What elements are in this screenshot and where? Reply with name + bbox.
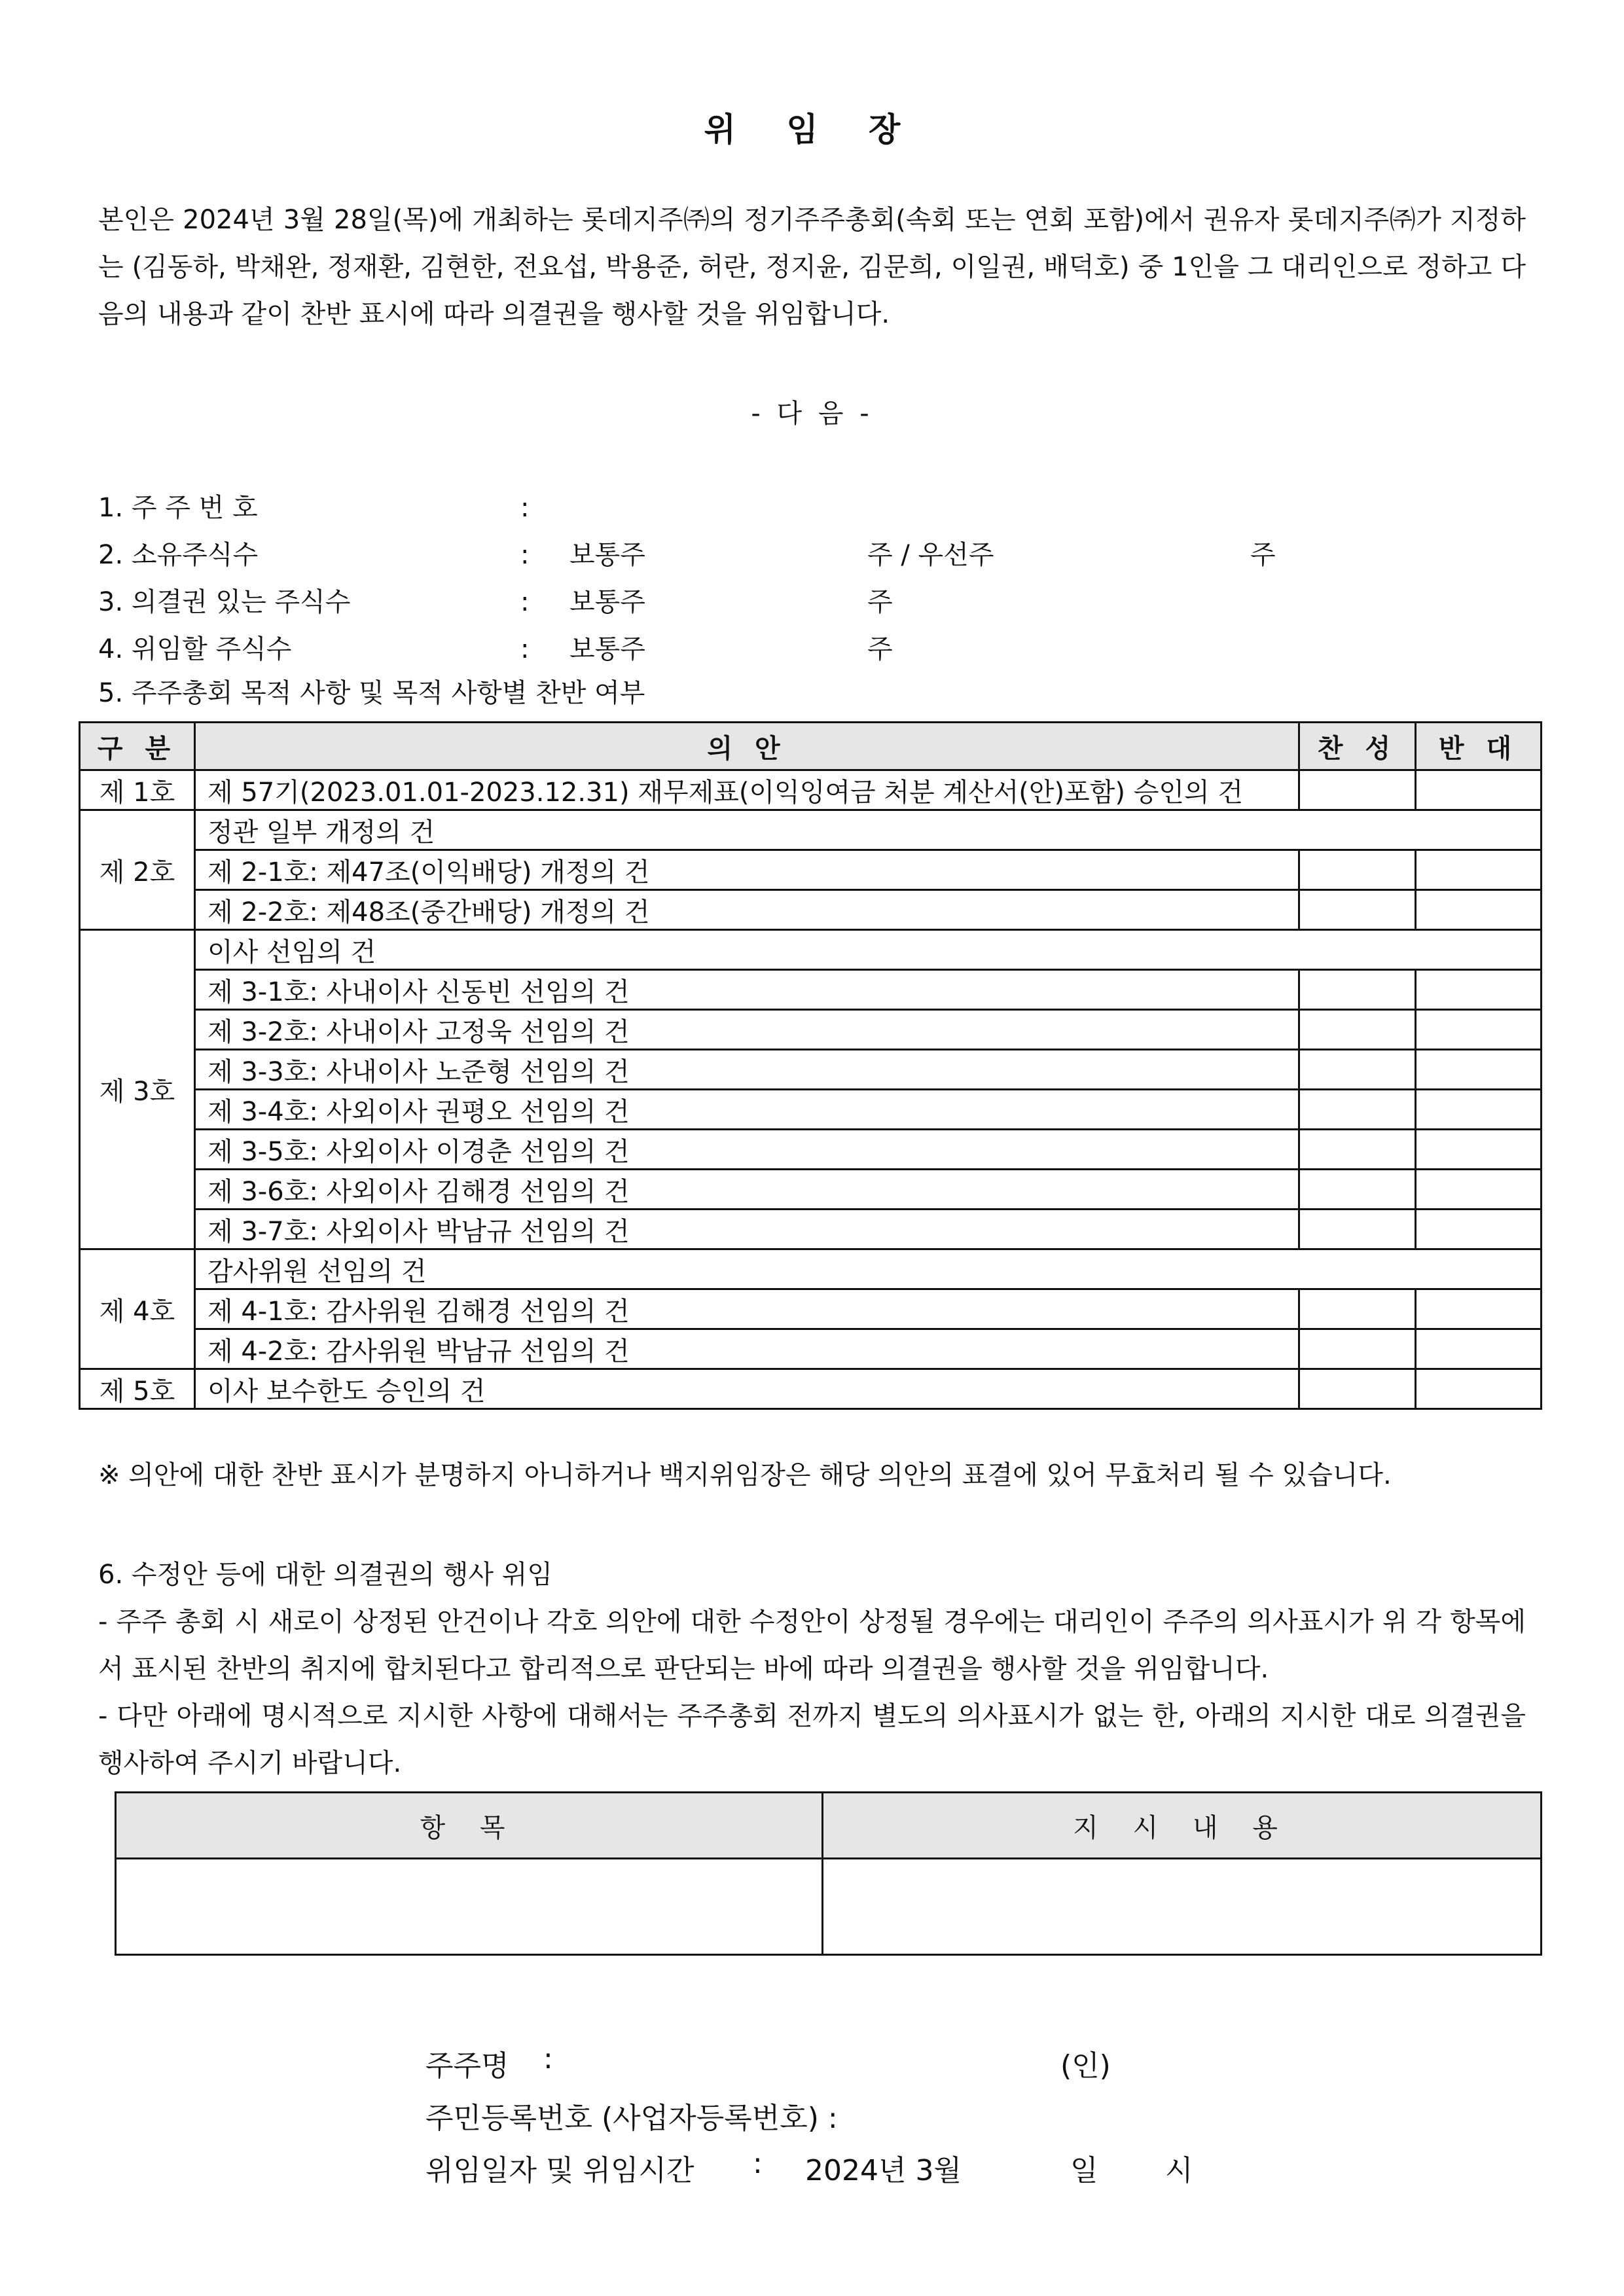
agenda-item: 제 3-2호: 사내이사 고정욱 선임의 건 — [195, 1010, 1299, 1050]
agenda-item: 정관 일부 개정의 건 — [195, 810, 1542, 850]
vote-for-cell[interactable] — [1299, 850, 1416, 890]
agenda-row — [80, 770, 1542, 810]
instruction-content-cell[interactable] — [823, 1859, 1542, 1955]
agenda-row — [80, 1090, 1542, 1130]
vote-against-cell[interactable] — [1416, 770, 1542, 810]
instruction-header-item: 항 목 — [116, 1793, 823, 1859]
field-unit: 주 — [1250, 540, 1276, 570]
date-colon: : — [753, 2147, 763, 2180]
field-unit: 주 / 우선주 — [867, 540, 994, 570]
shareholder-fields — [98, 484, 1538, 673]
agenda-row — [80, 890, 1542, 930]
vote-against-cell[interactable] — [1416, 1170, 1542, 1210]
agenda-item: 제 57기(2023.01.01-2023.12.31) 재무제표(이익잉여금 처분 계산서(안)포함) 승인의 건 — [195, 770, 1299, 810]
agenda-row — [80, 1210, 1542, 1249]
vote-against-cell[interactable] — [1416, 1369, 1542, 1409]
name-label: 주주명 — [425, 2049, 509, 2083]
agenda-row — [80, 810, 1542, 850]
field-shareholder-number[interactable] — [98, 484, 1538, 531]
vote-against-cell[interactable] — [1416, 1050, 1542, 1090]
agenda-number: 제 2호 — [80, 810, 195, 930]
instruction-header-content: 지 시 내 용 — [823, 1793, 1542, 1859]
vote-for-cell[interactable] — [1299, 1369, 1416, 1409]
instruction-header-row — [116, 1793, 1542, 1859]
field-colon: : — [520, 587, 530, 617]
section6 — [98, 1551, 1526, 1787]
agenda-row — [80, 1289, 1542, 1329]
field-label: 4. 위임할 주식수 — [98, 634, 292, 664]
agenda-item: 제 4-1호: 감사위원 김해경 선임의 건 — [195, 1289, 1299, 1329]
instruction-item-cell[interactable] — [116, 1859, 823, 1955]
vote-against-cell[interactable] — [1416, 1329, 1542, 1369]
agenda-row — [80, 1130, 1542, 1170]
vote-for-cell[interactable] — [1299, 1010, 1416, 1050]
vote-against-cell[interactable] — [1416, 1090, 1542, 1130]
vote-against-cell[interactable] — [1416, 1010, 1542, 1050]
vote-for-cell[interactable] — [1299, 1050, 1416, 1090]
vote-against-cell[interactable] — [1416, 1210, 1542, 1249]
field-common-stock: 보통주 — [569, 540, 645, 570]
agenda-item: 제 2-2호: 제48조(중간배당) 개정의 건 — [195, 890, 1299, 930]
header-for: 찬 성 — [1299, 723, 1416, 770]
vote-for-cell[interactable] — [1299, 1210, 1416, 1249]
agenda-item: 제 3-6호: 사외이사 김해경 선임의 건 — [195, 1170, 1299, 1210]
date-day: 일 — [1070, 2154, 1098, 2187]
vote-for-cell[interactable] — [1299, 1170, 1416, 1210]
name-colon: : — [543, 2042, 553, 2075]
section5-title: 5. 주주총회 목적 사항 및 목적 사항별 찬반 여부 — [98, 678, 645, 708]
header-item: 의 안 — [195, 723, 1299, 770]
vote-for-cell[interactable] — [1299, 1090, 1416, 1130]
instruction-table — [115, 1791, 1542, 1956]
field-label: 2. 소유주식수 — [98, 540, 259, 570]
field-owned-shares[interactable] — [98, 531, 1538, 579]
agenda-number: 제 5호 — [80, 1369, 195, 1409]
agenda-row — [80, 1050, 1542, 1090]
field-label: 1. 주 주 번 호 — [98, 493, 258, 523]
header-against: 반 대 — [1416, 723, 1542, 770]
agenda-item: 이사 보수한도 승인의 건 — [195, 1369, 1299, 1409]
field-unit: 주 — [867, 587, 893, 617]
vote-against-cell[interactable] — [1416, 850, 1542, 890]
header-no: 구 분 — [80, 723, 195, 770]
vote-for-cell[interactable] — [1299, 1289, 1416, 1329]
agenda-item: 제 2-1호: 제47조(이익배당) 개정의 건 — [195, 850, 1299, 890]
date-hour: 시 — [1165, 2154, 1193, 2187]
field-label: 3. 의결권 있는 주식수 — [98, 587, 351, 617]
field-colon: : — [520, 540, 530, 570]
field-colon: : — [520, 634, 530, 664]
invalid-vote-note: ※ 의안에 대한 찬반 표시가 분명하지 아니하거나 백지위임장은 해당 의안의 표결에 있어 무효처리 될 수 있습니다. — [98, 1460, 1392, 1490]
page-title: 위 임 장 — [704, 111, 920, 149]
date-label: 위임일자 및 위임시간 — [425, 2154, 695, 2187]
agenda-row — [80, 1369, 1542, 1409]
section6-para1: - 주주 총회 시 새로이 상정된 안건이나 각호 의안에 대한 수정안이 상정될 경우에는 대리인이 주주의 의사표시가 위 각 항목에서 표시된 찬반의 취지에 합치된다고 합리적으로 판단되는 바에 따라 의결권을 행사할 것을 위임합니다. — [98, 1607, 1526, 1684]
vote-for-cell[interactable] — [1299, 1130, 1416, 1170]
agenda-row — [80, 1249, 1542, 1289]
agenda-row — [80, 970, 1542, 1010]
vote-for-cell[interactable] — [1299, 770, 1416, 810]
agenda-row — [80, 930, 1542, 970]
intro-paragraph: 본인은 2024년 3월 28일(목)에 개최하는 롯데지주㈜의 정기주주총회(속회 또는 연회 포함)에서 권유자 롯데지주㈜가 지정하는 (김동하, 박채완, 정재환, 김현한, 전요섭, 박용준, 허란, 정지윤, 김문희, 이일권, 배덕호) 중 1인을 그 대리인으로 정하고 다음의 내용과 같이 찬반 표시에 따라 의결권을 행사할 것을 위임합니다. — [98, 205, 1526, 329]
agenda-item: 제 3-7호: 사외이사 박남규 선임의 건 — [195, 1210, 1299, 1249]
section6-para2: - 다만 아래에 명시적으로 지시한 사항에 대해서는 주주총회 전까지 별도의 의사표시가 없는 한, 아래의 지시한 대로 의결권을 행사하여 주시기 바랍니다. — [98, 1701, 1526, 1778]
vote-for-cell[interactable] — [1299, 1329, 1416, 1369]
agenda-item: 제 3-4호: 사외이사 권평오 선임의 건 — [195, 1090, 1299, 1130]
field-unit: 주 — [867, 634, 893, 664]
agenda-header-row — [80, 723, 1542, 770]
vote-for-cell[interactable] — [1299, 890, 1416, 930]
agenda-row — [80, 850, 1542, 890]
seal-mark: (인) — [1060, 2049, 1111, 2083]
agenda-number: 제 1호 — [80, 770, 195, 810]
field-common-stock: 보통주 — [569, 634, 645, 664]
section6-title: 6. 수정안 등에 대한 의결권의 행사 위임 — [98, 1560, 553, 1590]
vote-against-cell[interactable] — [1416, 1130, 1542, 1170]
agenda-item: 이사 선임의 건 — [195, 930, 1542, 970]
vote-against-cell[interactable] — [1416, 970, 1542, 1010]
agenda-number: 제 4호 — [80, 1249, 195, 1369]
vote-for-cell[interactable] — [1299, 970, 1416, 1010]
date-year-month: 2024년 3월 — [805, 2154, 962, 2187]
agenda-row — [80, 1170, 1542, 1210]
field-colon: : — [520, 493, 530, 523]
agenda-number: 제 3호 — [80, 930, 195, 1249]
field-voting-shares[interactable] — [98, 579, 1538, 626]
agenda-item: 감사위원 선임의 건 — [195, 1249, 1542, 1289]
instruction-row — [116, 1859, 1542, 1955]
agenda-item: 제 3-5호: 사외이사 이경춘 선임의 건 — [195, 1130, 1299, 1170]
id-label: 주민등록번호 (사업자등록번호) : — [425, 2102, 838, 2135]
agenda-row — [80, 1010, 1542, 1050]
agenda-row — [80, 1329, 1542, 1369]
agenda-item: 제 3-1호: 사내이사 신동빈 선임의 건 — [195, 970, 1299, 1010]
agenda-table — [79, 721, 1542, 1410]
agenda-item: 제 4-2호: 감사위원 박남규 선임의 건 — [195, 1329, 1299, 1369]
field-delegated-shares[interactable] — [98, 626, 1538, 673]
vote-against-cell[interactable] — [1416, 1289, 1542, 1329]
field-common-stock: 보통주 — [569, 587, 645, 617]
agenda-item: 제 3-3호: 사내이사 노준형 선임의 건 — [195, 1050, 1299, 1090]
vote-against-cell[interactable] — [1416, 890, 1542, 930]
next-label: - 다 음 - — [751, 399, 873, 429]
